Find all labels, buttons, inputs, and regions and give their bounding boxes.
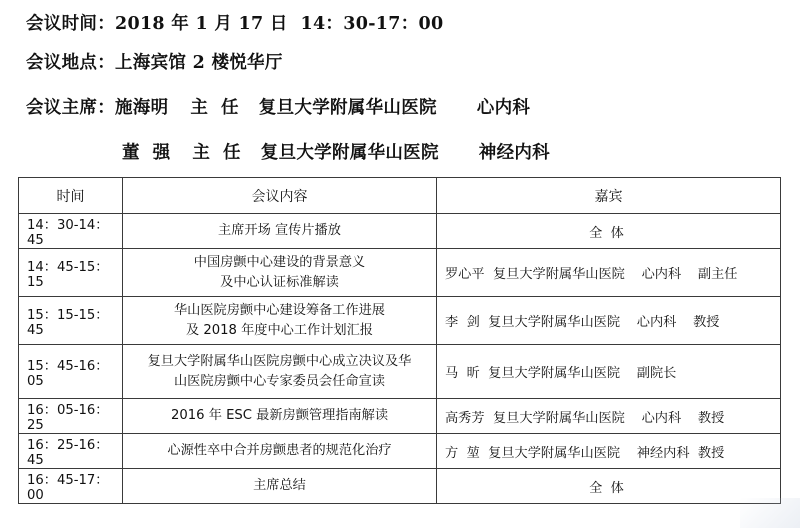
row-guest: 高秀芳 复旦大学附属华山医院 心内科 教授 [437, 399, 781, 434]
row-time: 14：45-15：15 [19, 249, 123, 297]
host-dept: 神经内科 [478, 143, 550, 163]
row-content [123, 249, 437, 297]
host-org: 复旦大学附属华山医院 [260, 143, 439, 163]
meeting-host-label: 会议主席： [26, 98, 115, 118]
corner-shade [740, 498, 800, 528]
host-name: 施海明 [115, 98, 169, 118]
meeting-host-line [26, 94, 530, 119]
table-row [19, 399, 781, 434]
row-content-line: 主席开场 宣传片播放 [218, 223, 341, 238]
row-content [123, 399, 437, 434]
host-dept: 心内科 [476, 98, 531, 118]
row-content-line: 2016 年 ESC 最新房颤管理指南解读 [170, 408, 389, 423]
row-content-line: 复旦大学附属华山医院房颤中心成立决议及华 [147, 353, 412, 369]
row-guest: 全 体 [437, 469, 781, 504]
meeting-host-line-2 [122, 139, 550, 164]
meeting-place-label: 会议地点： [26, 53, 115, 73]
agenda-table [18, 177, 781, 504]
header-time: 时间 [19, 178, 123, 214]
row-time: 15：15-15：45 [19, 297, 123, 345]
row-guest: 李 剑 复旦大学附属华山医院 心内科 教授 [437, 297, 781, 345]
meeting-time-label: 会议时间： [26, 14, 115, 34]
row-content [123, 345, 437, 399]
row-guest: 全 体 [437, 214, 781, 249]
row-content-line: 华山医院房颤中心建设筹备工作进展 [174, 302, 385, 318]
row-content-line: 心源性卒中合并房颤患者的规范化治疗 [167, 443, 392, 458]
row-time: 16：45-17：00 [19, 469, 123, 504]
row-time: 16：25-16：45 [19, 434, 123, 469]
host-name: 董 强 [122, 143, 171, 163]
host-title: 主 任 [192, 143, 241, 163]
row-content [123, 297, 437, 345]
header-guest: 嘉宾 [437, 178, 781, 214]
row-content [123, 434, 437, 469]
row-content-line: 山医院房颤中心专家委员会任命宣读 [174, 373, 385, 389]
host-title: 主 任 [190, 98, 239, 118]
row-time: 14：30-14：45 [19, 214, 123, 249]
row-time: 16：05-16：25 [19, 399, 123, 434]
table-header-row [19, 178, 781, 214]
row-guest: 马 昕 复旦大学附属华山医院 副院长 [437, 345, 781, 399]
meeting-place-value: 上海宾馆 2 楼悦华厅 [115, 53, 283, 73]
row-content-line: 中国房颤中心建设的背景意义 [193, 254, 366, 270]
row-content-line: 及 2018 年度中心工作计划汇报 [185, 322, 373, 338]
row-content-line: 主席总结 [253, 478, 306, 493]
table-row [19, 249, 781, 297]
meeting-place-line [26, 49, 283, 74]
meeting-time-line [26, 10, 443, 35]
header-content: 会议内容 [123, 178, 437, 214]
table-row [19, 434, 781, 469]
row-content-line: 及中心认证标准解读 [220, 274, 339, 290]
row-guest: 罗心平 复旦大学附属华山医院 心内科 副主任 [437, 249, 781, 297]
table-row [19, 297, 781, 345]
row-time: 15：45-16：05 [19, 345, 123, 399]
table-row [19, 469, 781, 504]
host-org: 复旦大学附属华山医院 [258, 98, 437, 118]
row-content [123, 214, 437, 249]
table-row [19, 345, 781, 399]
meeting-time-value: 2018 年 1 月 17 日 14：30-17：00 [115, 14, 444, 34]
table-row [19, 214, 781, 249]
row-guest: 方 堃 复旦大学附属华山医院 神经内科 教授 [437, 434, 781, 469]
row-content [123, 469, 437, 504]
